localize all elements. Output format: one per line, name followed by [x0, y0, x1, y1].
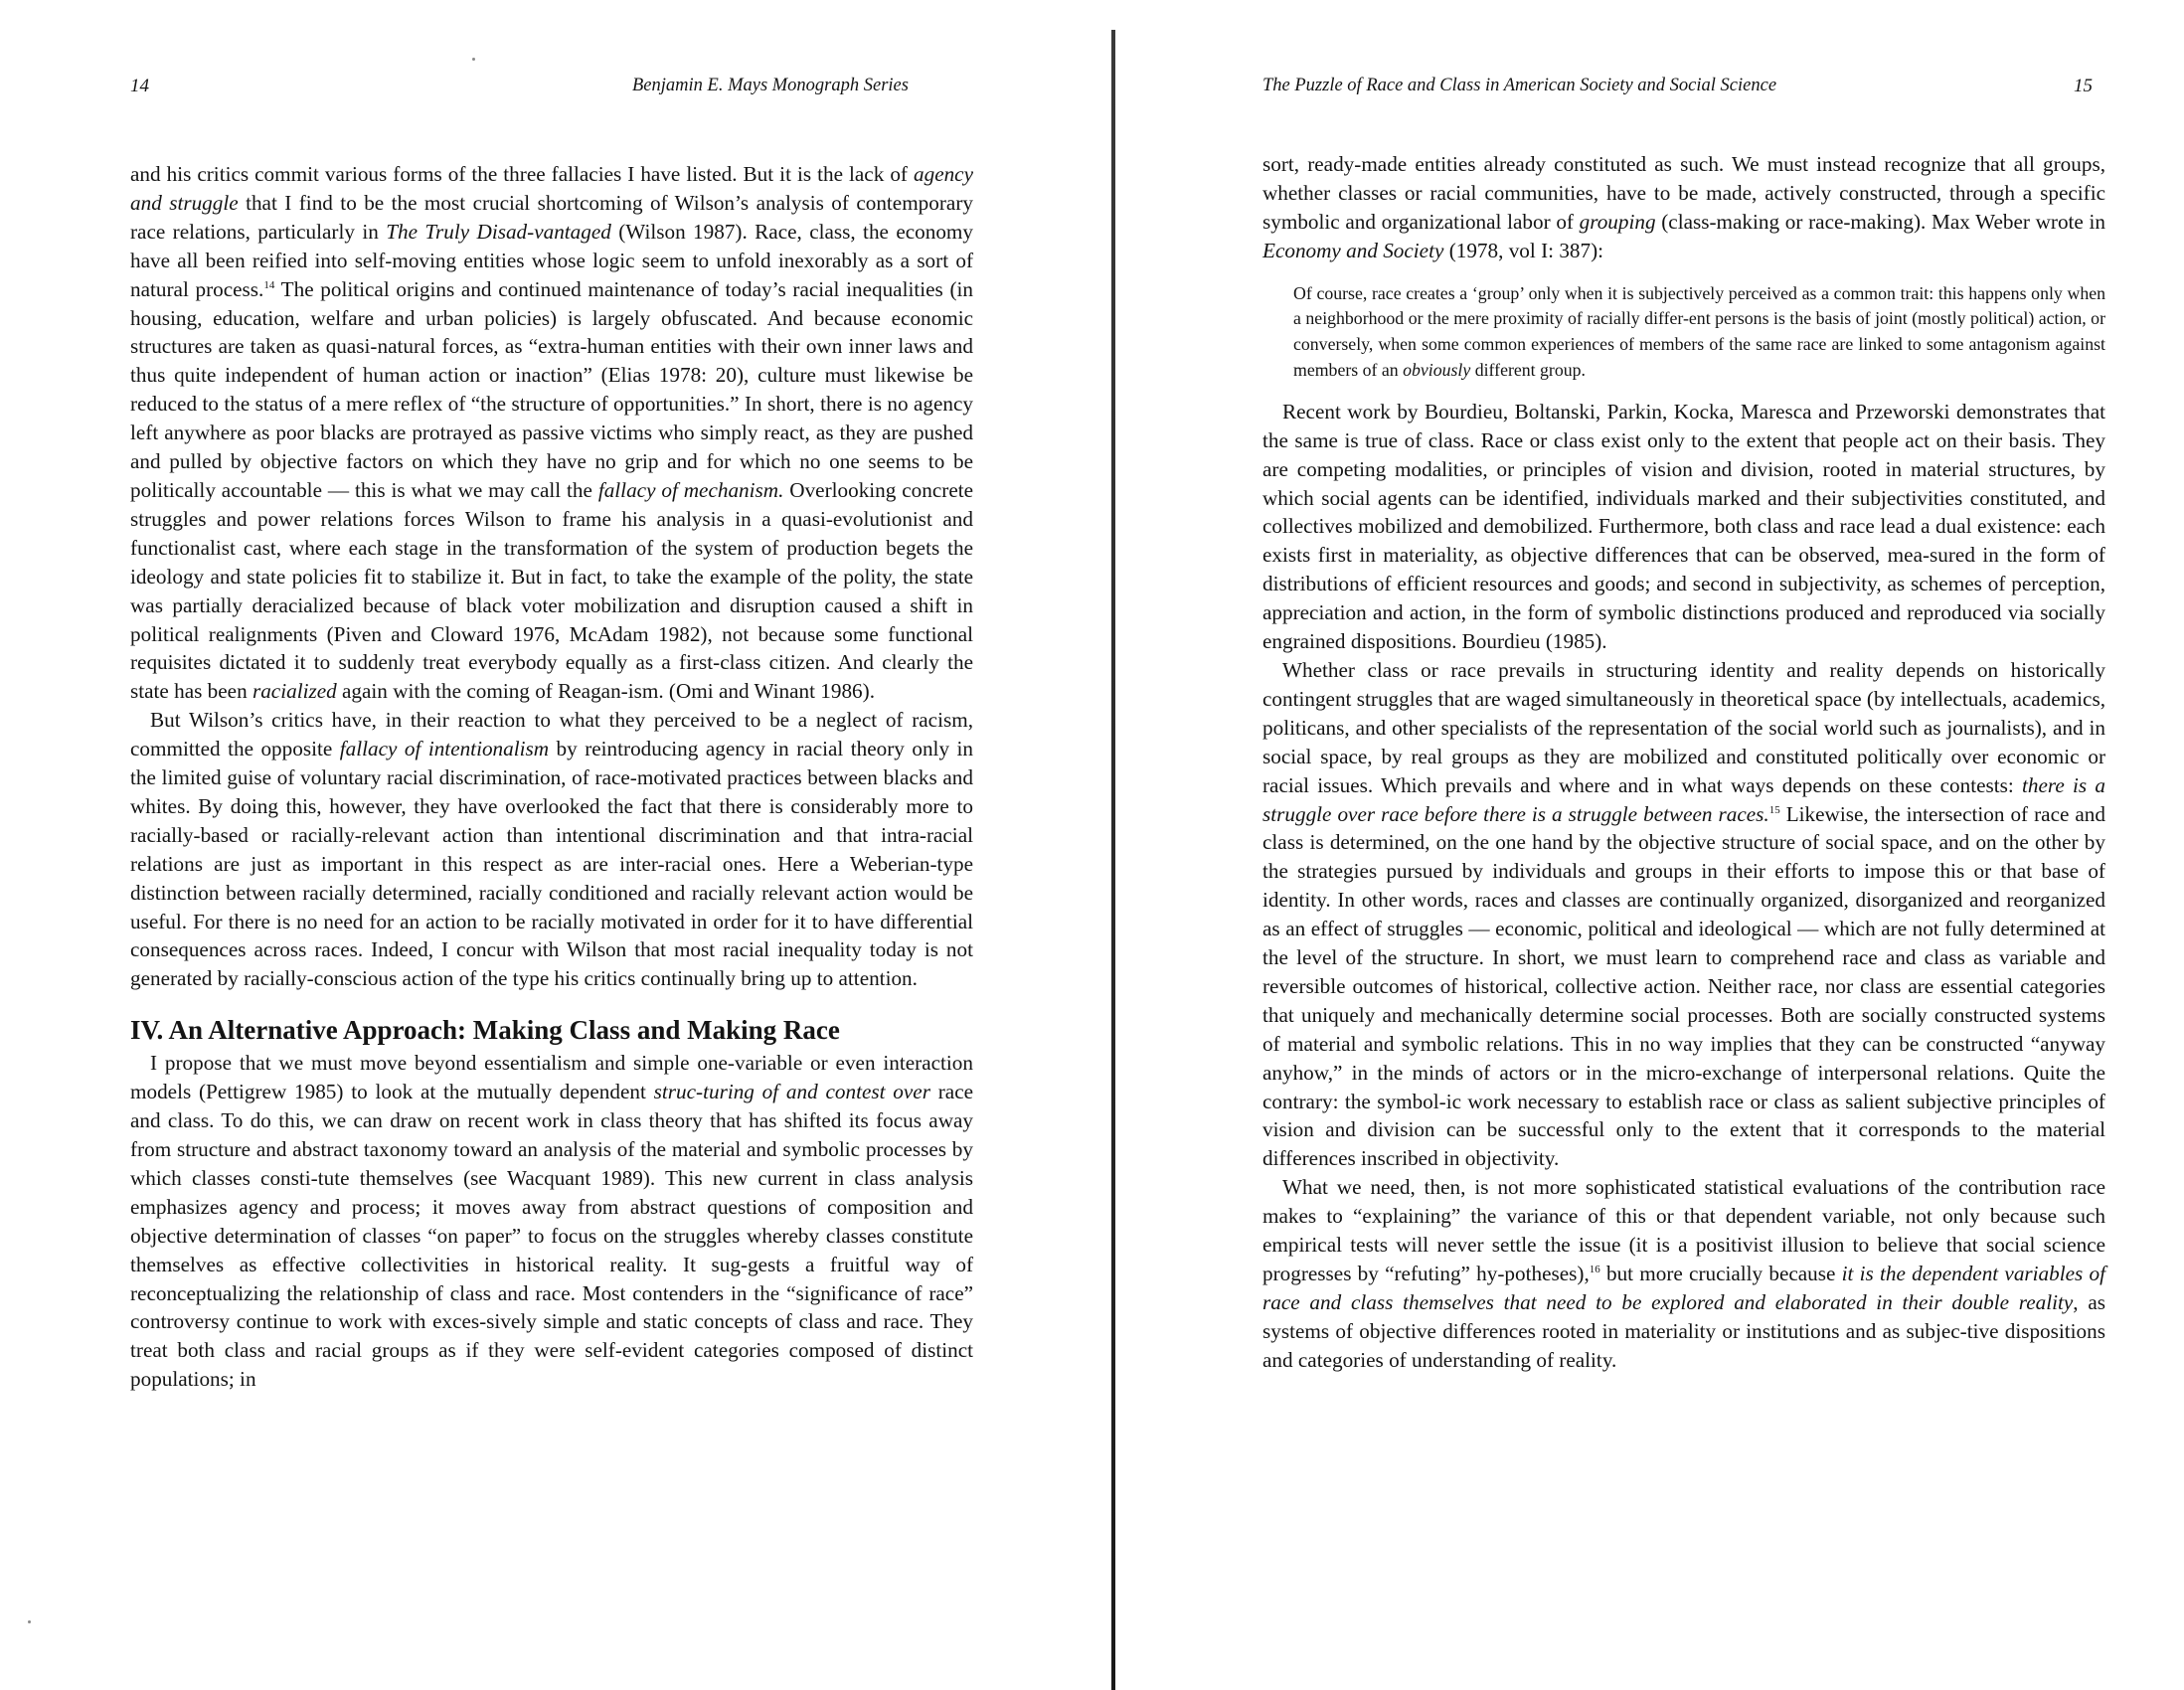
italic-run: it is the dependent variables of race and class themselves that need to be explored and elaborated in their double reality — [1262, 1262, 2105, 1314]
italic-run: fallacy of mechanism. — [597, 477, 784, 502]
italic-run: The Truly Disad-vantaged — [386, 219, 611, 244]
italic-run: struc-turing of and contest over — [653, 1080, 930, 1104]
text-run: Of course, race creates a ‘group’ only when it is subjectively perceived as a common trait: this happens only when a neighborhood or the mere proximity of racially differ-ent persons is the basis of joint (mostly political) action, or conversely, when some common experiences of members of the same race are linked to some antagonism against members of an — [1293, 282, 2105, 381]
text-run: The political origins and continued maintenance of today’s racial inequalities (in housing, education, welfare and urban policies) is largely obfuscated. And because economic structures are taken as quasi-natural forces, as “extra-human entities with their own inner laws and thus quite independent of human action or inaction” (Elias 1978: 20), culture must likewise be reduced to the status of a mere reflex of “the structure of opportunities.” In short, there is no agency left anywhere as poor blacks are protrayed as passive victims who simply react, as they are pushed and pulled by objective factors on which they have no grip and for which no one seems to be politically accountable — this is what we may call the — [130, 276, 974, 502]
footnote-marker: 16 — [1589, 1263, 1600, 1275]
right-paragraph-2 — [1262, 398, 2105, 656]
right-paragraph-3 — [1262, 656, 2105, 1173]
italic-run: grouping — [1579, 209, 1656, 234]
left-running-head: Benjamin E. Mays Monograph Series — [632, 76, 909, 95]
footnote-marker: 14 — [263, 278, 275, 291]
block-quote — [1293, 281, 2105, 384]
book-gutter — [1111, 30, 1115, 1690]
right-running-head: The Puzzle of Race and Class in American Society and Social Science — [1262, 76, 1777, 95]
italic-run: fallacy of intentionalism — [339, 737, 550, 761]
scan-speck — [28, 1620, 31, 1623]
text-run: Whether class or race prevails in structuring identity and reality depends on historically contingent struggles that are waged simultaneously in theoretical space (by intellectuals, academics, politicans, and other specialists of the representation of the social world such as journalists), and in social space, by real groups as they are mobilized and constituted politically over economic or racial issues. Which prevails and where and in what ways depends on these contests: — [1262, 657, 2105, 797]
left-paragraph-2 — [130, 706, 973, 993]
italic-run: Economy and Society — [1262, 238, 1444, 262]
text-run: by reintroducing agency in racial theory only in the limited guise of voluntary racial discrimination, of race-motivated practices between blacks and whites. By doing this, however, they have overlooked the fact that there is considerably more to racially-based or racially-relevant action than intentional discrimination and that intra-racial relations are just as important in this respect as are inter-racial ones. Here a Weberian-type distinction between racially determined, racially conditioned and racially relevant action would be useful. For there is no need for an action to be racially motivated in order for it to have differential consequences across races. Indeed, I concur with Wilson that most racial inequality today is not generated by racially-conscious action of the type his critics continually bring up to attention. — [130, 737, 973, 991]
section-heading: IV. An Alternative Approach: Making Class and Making Race — [130, 1015, 840, 1046]
text-run: but more crucially because — [1599, 1262, 1842, 1285]
italic-run: obviously — [1403, 360, 1471, 381]
text-run: (1978, vol I: 387): — [1443, 238, 1604, 262]
right-body — [1262, 150, 2105, 1375]
text-run: (class-making or race-making). Max Weber wrote in — [1655, 209, 2105, 234]
text-run: Recent work by Bourdieu, Boltanski, Parkin, Kocka, Maresca and Przeworski demonstrates that the same is true of class. Race or class exist only to the extent that people act on their basis. They are competing modalities, or principles of vision and division, rooted in material structures, by which social agents can be identified, individuals marked and their subjectivities constituted, and collectives mobilized and demobilized. Furthermore, both class and race lead a dual existence: each exists first in materiality, as objective differences that can be observed, mea-sured in the form of distributions of efficient resources and goods; and second in subjectivity, as schemes of perception, appreciation and action, in the form of symbolic distinctions produced and reproduced via socially engrained dispositions. Bourdieu (1985). — [1262, 399, 2105, 654]
footnote-marker: 15 — [1768, 803, 1780, 816]
right-page-number: 15 — [2074, 76, 2093, 96]
text-run: Likewise, the intersection of race and class is determined, on the one hand by the objective structure of social space, and on the other by the strategies pursued by individuals and groups in their efforts to impose this or that base of identity. In other words, races and classes are continually organized, disorganized and reorganized as an effect of struggles — economic, political and ideological — which are not fully determined at the level of the structure. In short, we must learn to comprehend race and class as variable and reversible outcomes of historical, collective action. Neither race, nor class are essential categories that uniquely and mechanically determine social processes. Both are socially constructed systems of material and symbolic relations. This in no way implies that they can be constructed “anyway anyhow,” in the minds of actors or in the micro-exchange of interpersonal relations. Quite the contrary: the symbol-ic work necessary to establish race or class as salient subjective principles of vision and division can be successful only to the extent that it corresponds to the material differences inscribed in objectivity. — [1262, 801, 2105, 1171]
text-run: race and class. To do this, we can draw on recent work in class theory that has shifted its focus away from structure and abstract taxonomy toward an analysis of the material and symbolic processes by which classes consti-tute themselves (see Wacquant 1989). This new current in class analysis emphasizes agency and process; it moves away from abstract questions of composition and objective determination of classes “on paper” to focus on the struggles whereby classes constitute themselves as effective collectivities in historical reality. It sug-gests a fruitful way of reconceptualizing the relationship of class and race. Most contenders in the “significance of race” controversy continue to work with exces-sively simple and static concepts of class and race. They treat both class and racial groups as if they were self-evident categories composed of distinct populations; in — [130, 1080, 974, 1392]
text-run: , as systems of objective differences rooted in materiality or institutions and as subjec-tive dispositions and categories of understanding of reality. — [1262, 1289, 2105, 1372]
text-run: that I find to be the most crucial shortcoming of Wilson’s analysis of contemporary race relations, particularly in — [130, 190, 973, 244]
text-run: sort, ready-made entities already constituted as such. We must instead recognize that all groups, whether classes or racial communities, have to be made, actively constructed, through a specific symbolic and organizational labor of — [1262, 152, 2105, 234]
text-run: What we need, then, is not more sophisticated statistical evaluations of the contribution race makes to “explaining” the variance of this or that dependent variable, not only because such empirical tests will never settle the issue (it is a positivist illusion to believe that social science progresses by “refuting” hy-potheses), — [1262, 1175, 2105, 1285]
text-run: I propose that we must move beyond essentialism and simple one-variable or even interaction models (Pettigrew 1985) to look at the mutually dependent — [130, 1051, 973, 1104]
italic-run: there is a struggle over race before there is a struggle between races. — [1262, 772, 2105, 826]
scan-speck — [472, 58, 475, 61]
left-body — [130, 160, 973, 1394]
left-paragraph-3 — [130, 1049, 973, 1394]
italic-run: agency and struggle — [130, 162, 973, 215]
right-paragraph-1 — [1262, 150, 2105, 265]
text-run: again with the coming of Reagan-ism. (Omi and Winant 1986). — [336, 679, 875, 704]
left-page-number: 14 — [130, 76, 149, 96]
text-run: But Wilson’s critics have, in their reaction to what they perceived to be a neglect of racism, committed the opposite — [130, 708, 973, 761]
text-run: and his critics commit various forms of the three fallacies I have listed. But it is the lack of — [130, 162, 914, 186]
text-run: (Wilson 1987). Race, class, the economy have all been reified into self-moving entities whose logic seem to unfold inexorably as a sort of natural process. — [130, 219, 973, 301]
right-paragraph-4 — [1262, 1173, 2105, 1374]
right-page — [1117, 0, 2184, 1688]
italic-run: racialized — [252, 679, 337, 704]
text-run: different group. — [1470, 360, 1586, 381]
left-paragraph-1 — [130, 160, 973, 706]
text-run: Overlooking concrete struggles and power relations forces Wilson to frame his analysis in a quasi-evolutionist and functionalist cast, where each stage in the transformation of the system of production begets the ideology and state policies fit to stabilize it. But in fact, to take the example of the polity, the state was partially deracialized because of black voter mobilization and disruption caused a shift in political realignments (Piven and Cloward 1976, McAdam 1982), not because some functional requisites dictated it to suddenly treat everybody equally as a first-class citizen. And clearly the state has been — [130, 477, 974, 704]
